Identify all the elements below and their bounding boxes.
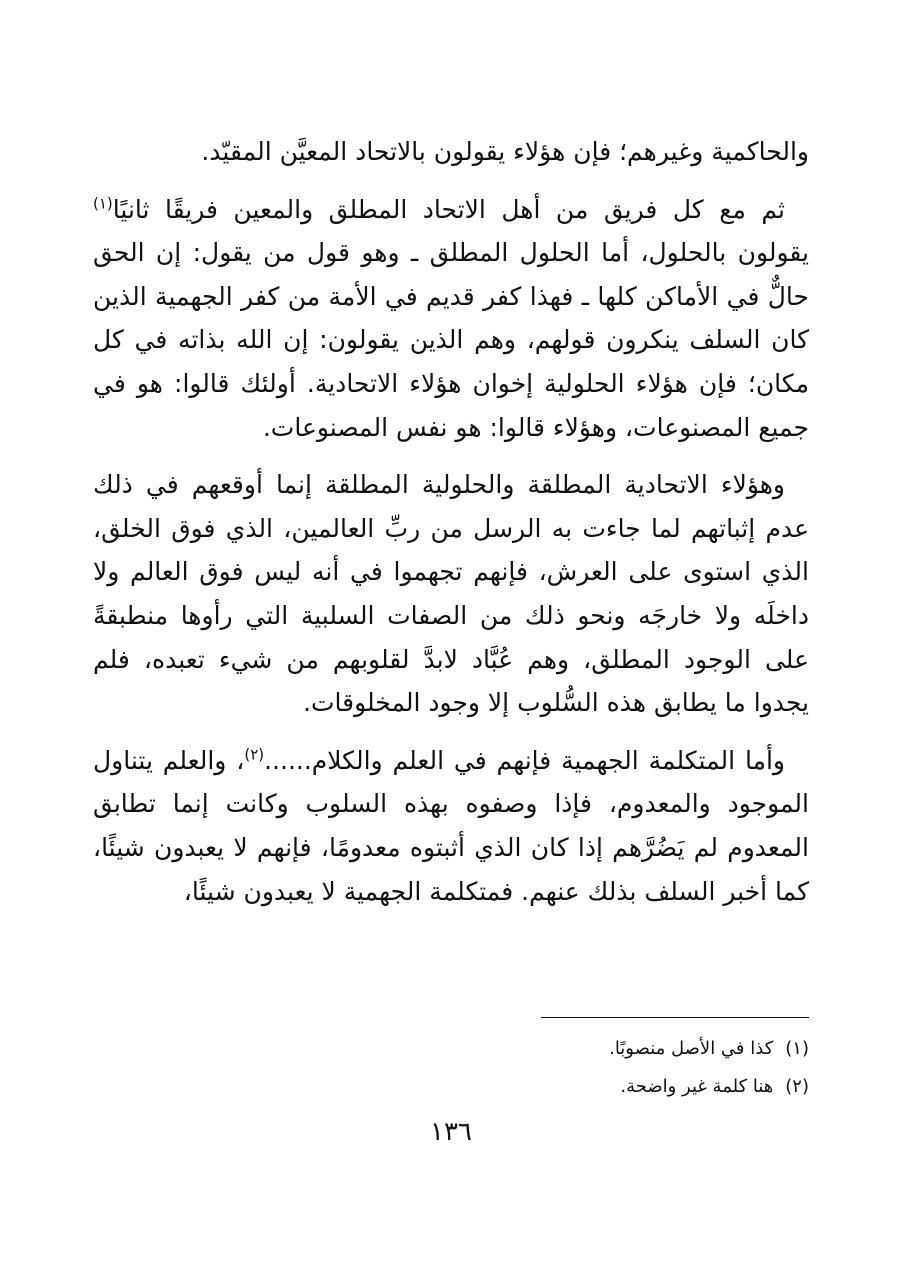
footnote-2-text: هنا كلمة غير واضحة. bbox=[620, 1076, 774, 1097]
paragraph-2 bbox=[93, 188, 809, 450]
paragraph-2-text-rest: يقولون بالحلول، أما الحلول المطلق ـ وهو قول من يقول: إن الحق حالٌّ في الأماكن كلها ـ فهذا كفر قديم في الأمة من كفر الجهمية الذين كان السلف ينكرون قولهم، وهم الذين يقولون: إن الله بذاته في كل مكان؛ فإن هؤلاء الحلولية إخوان هؤلاء الاتحادية. أولئك قالوا: هو في جميع المصنوعات، وهؤلاء قالوا: هو نفس المصنوعات. bbox=[93, 238, 809, 442]
paragraph-4 bbox=[93, 739, 809, 913]
book-page bbox=[93, 130, 809, 1250]
footnote-2 bbox=[93, 1068, 809, 1106]
footnote-reference-1: (١) bbox=[93, 194, 113, 213]
paragraph-3-text: وهؤلاء الاتحادية المطلقة والحلولية المطلقة إنما أوقعهم في ذلك عدم إثباتهم لما جاءت به الرسل من ربِّ العالمين، الذي فوق الخلق، الذي استوى على العرش، فإنهم تجهموا في أنه ليس فوق العالم ولا داخلَه ولا خارجَه ونحو ذلك من الصفات السلبية التي رأوها منطبقةً على الوجود المطلق، وهم عُبَّاد لابدَّ لقلوبهم من شيء تعبده، فلم يجدوا ما يطابق هذه السُّلوب إلا وجود المخلوقات. bbox=[93, 470, 809, 718]
footnote-1-text: كذا في الأصل منصوبًا. bbox=[609, 1038, 774, 1059]
paragraph-4-text-start: وأما المتكلمة الجهمية فإنهم في العلم والكلام...... bbox=[264, 745, 785, 775]
footnote-1-number: (١) bbox=[785, 1038, 809, 1059]
page-number: ١٣٦ bbox=[430, 1117, 472, 1147]
paragraph-3 bbox=[93, 463, 809, 725]
footnotes bbox=[93, 1030, 809, 1106]
paragraph-1 bbox=[93, 130, 809, 174]
footnote-1 bbox=[93, 1030, 809, 1068]
footnote-divider bbox=[541, 1017, 809, 1018]
paragraph-1-text: والحاكمية وغيرهم؛ فإن هؤلاء يقولون بالاتحاد المعيَّن المقيّد. bbox=[201, 137, 809, 166]
paragraph-4-text-rest: ، والعلم يتناول الموجود والمعدوم، فإذا وصفوه بهذه السلوب وكانت إنما تطابق المعدوم لم يَضُرَّهم إذا كان الذي أثبتوه معدومًا، فإنهم لا يعبدون شيئًا، كما أخبر السلف بذلك عنهم. فمتكلمة الجهمية لا يعبدون شيئًا، bbox=[93, 745, 809, 906]
footnote-reference-2: (٢) bbox=[244, 745, 265, 764]
paragraph-2-text-start: ثم مع كل فريق من أهل الاتحاد المطلق والمعين فريقًا ثانيًا bbox=[112, 194, 785, 224]
footnote-2-number: (٢) bbox=[785, 1076, 809, 1097]
